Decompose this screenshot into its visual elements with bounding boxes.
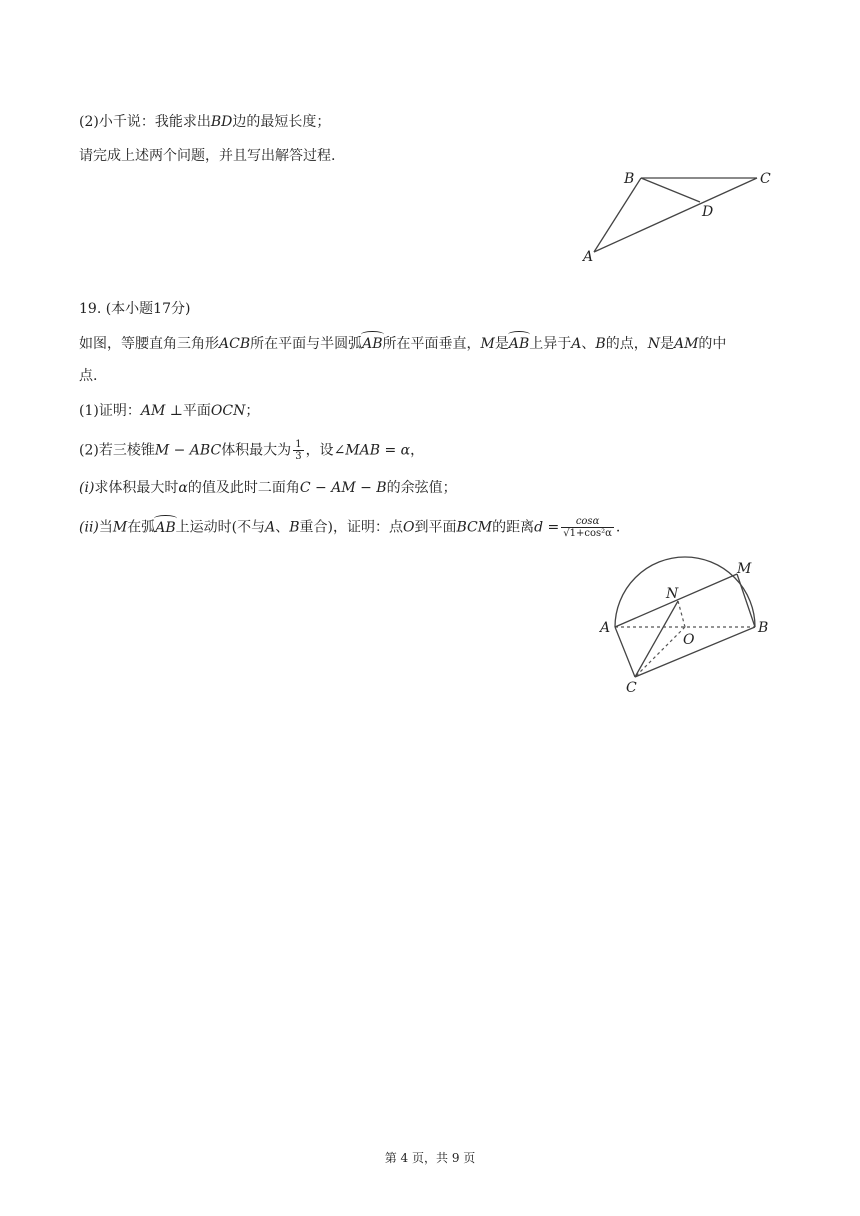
label-b: B — [758, 620, 769, 636]
q19-part2: (2)若三棱锥M − ABC体积最大为 $\frac{1}{3}$ ，设∠MAB = α， — [79, 439, 425, 462]
label-n: N — [666, 586, 679, 602]
var-bd: BD — [210, 114, 233, 130]
q19-part2-i: (i)求体积最大时α的值及此时二面角C − AM − B的余弦值； — [79, 480, 457, 496]
arc-ab: AB — [155, 519, 176, 536]
q19-part1: (1)证明：AM ⊥平面OCN； — [79, 403, 260, 419]
q18-part2: (2)小千说：我能求出BD边的最短长度； — [79, 114, 331, 130]
figure-triangle-abc — [570, 160, 790, 270]
q19-part2-ii: (ii)当M在弧AB上运动时(不与A、B重合)，证明：点O到平面BCM的距离d = $\frac{\cos\alpha}{\text{√1+cos²α}}$ . — [79, 516, 621, 539]
label-b: B — [624, 171, 635, 187]
figure-semicircle-pyramid — [590, 545, 790, 705]
label-m: M — [737, 561, 752, 577]
page-footer: 第 4 页，共 9 页 — [384, 1151, 476, 1165]
q19-intro-line1: 如图，等腰直角三角形ACB所在平面与半圆弧AB所在平面垂直，M是AB上异于A、B的点，N是AM的中 — [79, 336, 727, 352]
fraction-one-third: $\frac{1}{3}$ — [295, 439, 302, 462]
label-c: C — [760, 171, 771, 187]
q19-intro-line2: 点. — [79, 368, 98, 384]
arc-ab: AB — [508, 336, 530, 352]
fraction-distance-formula: $\frac{\cos\alpha}{\text{√1+cos²α}}$ — [563, 516, 612, 539]
q19-header: 19. (本小题17分) — [79, 301, 191, 317]
arc-ab: AB — [362, 336, 383, 352]
label-d: D — [702, 204, 714, 220]
label-a: A — [583, 249, 594, 265]
label-c: C — [626, 680, 637, 696]
label-a: A — [600, 620, 611, 636]
q18-instruction: 请完成上述两个问题，并且写出解答过程. — [79, 148, 336, 164]
label-o: O — [683, 632, 695, 648]
